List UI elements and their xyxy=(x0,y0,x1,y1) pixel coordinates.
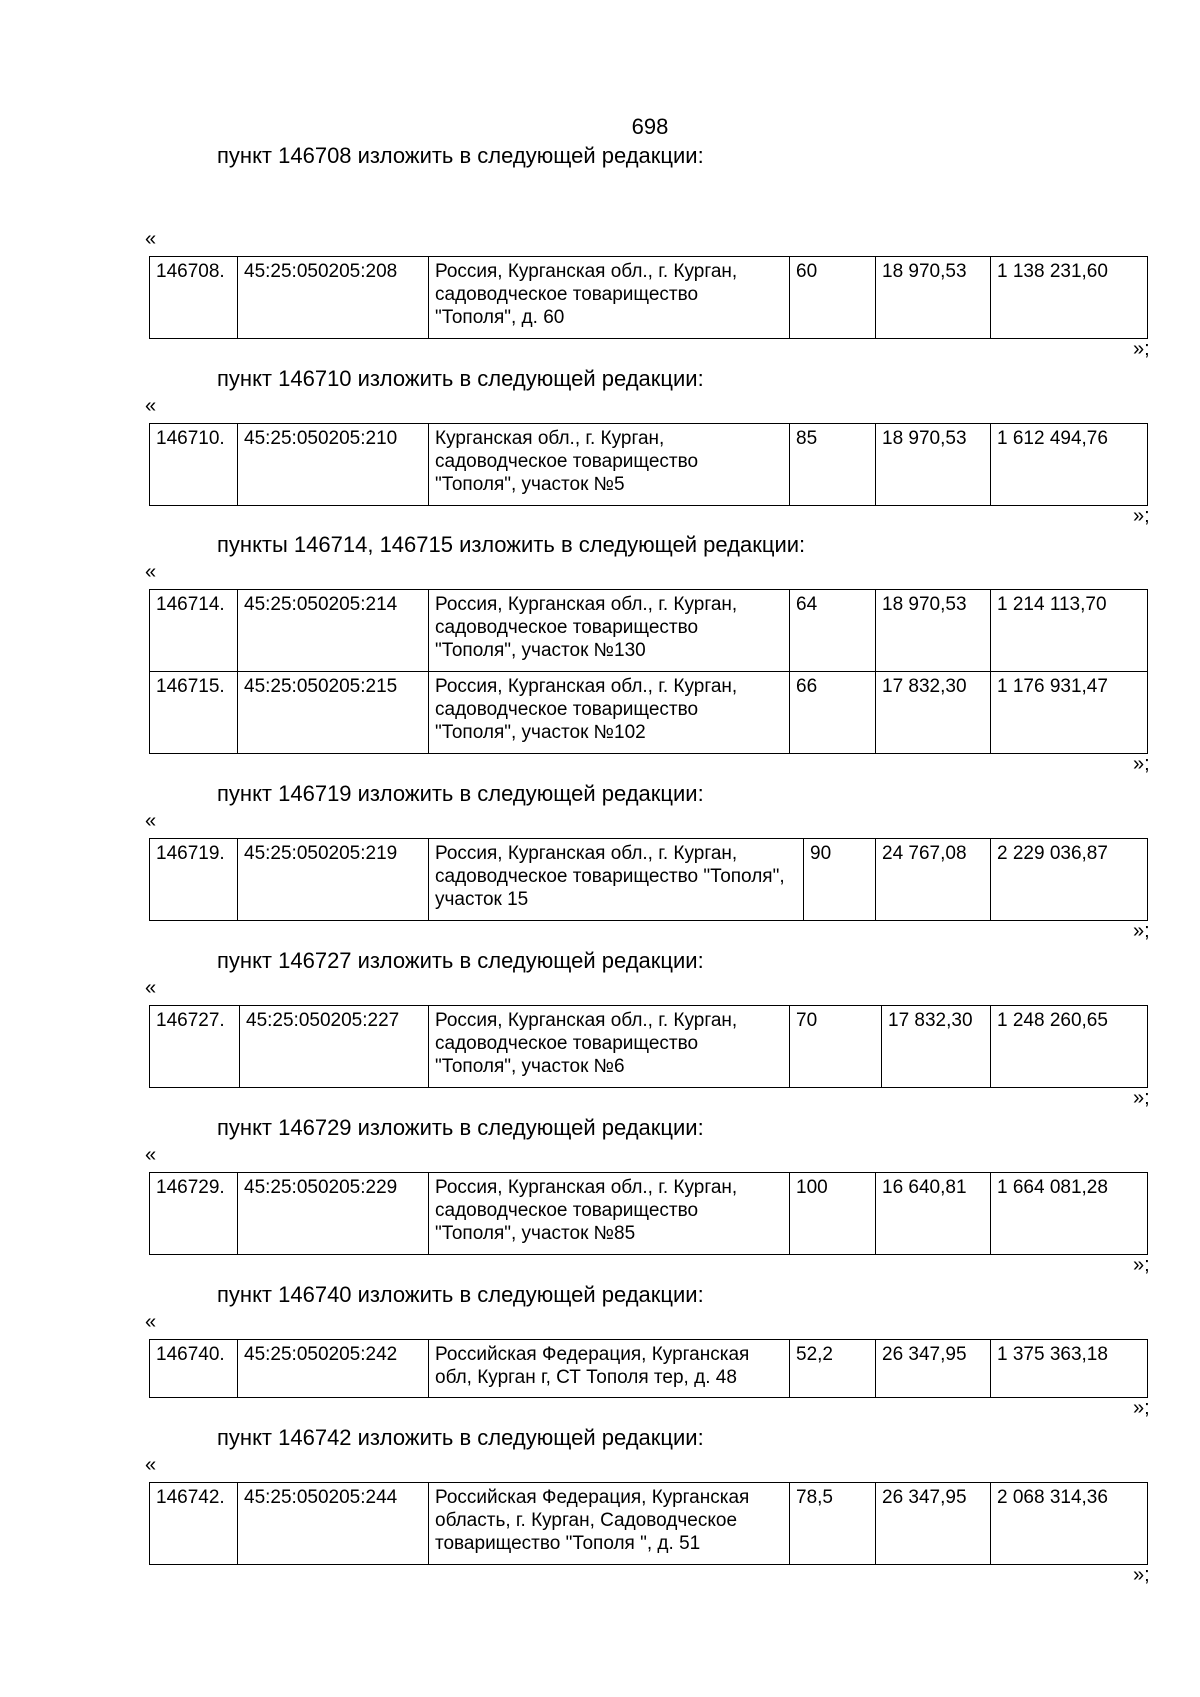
cadastral-number-cell: 45:25:050205:229 xyxy=(238,1173,429,1255)
opening-quote: « xyxy=(145,1144,157,1166)
opening-quote: « xyxy=(145,228,157,250)
item-number-cell: 146710. xyxy=(150,424,238,506)
opening-quote: « xyxy=(145,1454,157,1476)
cadastral-rate-cell: 17 832,30 xyxy=(876,672,991,754)
area-cell: 64 xyxy=(790,590,876,672)
item-number-cell: 146714. xyxy=(150,590,238,672)
closing-quote: »; xyxy=(1133,920,1150,942)
opening-quote: « xyxy=(145,810,157,832)
area-cell: 70 xyxy=(790,1006,882,1088)
table-row xyxy=(150,1340,1148,1398)
cadastral-rate-cell: 24 767,08 xyxy=(876,839,991,921)
table-row xyxy=(150,1483,1148,1565)
opening-quote: « xyxy=(145,395,157,417)
address-cell: Россия, Курганская обл., г. Курган, садоводческое товарищество "Тополя", участок №6 xyxy=(429,1006,790,1088)
table-row xyxy=(150,672,1148,754)
cadastral-rate-cell: 26 347,95 xyxy=(876,1483,991,1565)
cadastral-value-cell: 1 138 231,60 xyxy=(991,257,1148,339)
amendment-heading: пункт 146727 изложить в следующей редакции: xyxy=(217,948,704,973)
area-cell: 90 xyxy=(804,839,876,921)
cadastral-value-cell: 1 176 931,47 xyxy=(991,672,1148,754)
opening-quote: « xyxy=(145,1311,157,1333)
address-cell: Курганская обл., г. Курган, садоводческое товарищество "Тополя", участок №5 xyxy=(429,424,790,506)
cadastral-rate-cell: 18 970,53 xyxy=(876,590,991,672)
table-row xyxy=(150,1006,1148,1088)
item-number-cell: 146719. xyxy=(150,839,238,921)
cadastral-value-cell: 1 612 494,76 xyxy=(991,424,1148,506)
address-cell: Российская Федерация, Курганская обл, Курган г, СТ Тополя тер, д. 48 xyxy=(429,1340,790,1398)
address-cell: Россия, Курганская обл., г. Курган, садоводческое товарищество "Тополя", участок №102 xyxy=(429,672,790,754)
cadastral-rate-cell: 18 970,53 xyxy=(876,257,991,339)
amendment-heading: пункт 146710 изложить в следующей редакции: xyxy=(217,366,704,391)
cadastral-number-cell: 45:25:050205:219 xyxy=(238,839,429,921)
area-cell: 66 xyxy=(790,672,876,754)
cadastral-value-cell: 2 229 036,87 xyxy=(991,839,1148,921)
land-plot-table xyxy=(149,1172,1148,1255)
table-row xyxy=(150,590,1148,672)
cadastral-number-cell: 45:25:050205:208 xyxy=(238,257,429,339)
cadastral-value-cell: 1 375 363,18 xyxy=(991,1340,1148,1398)
land-plot-table xyxy=(149,589,1148,754)
land-plot-table xyxy=(149,1339,1148,1398)
opening-quote: « xyxy=(145,561,157,583)
table-row xyxy=(150,257,1148,339)
address-cell: Российская Федерация, Курганская область, г. Курган, Садоводческое товарищество "Тополя ", д. 51 xyxy=(429,1483,790,1565)
cadastral-value-cell: 1 248 260,65 xyxy=(991,1006,1148,1088)
closing-quote: »; xyxy=(1133,1087,1150,1109)
address-cell: Россия, Курганская обл., г. Курган, садоводческое товарищество "Тополя", участок №85 xyxy=(429,1173,790,1255)
area-cell: 100 xyxy=(790,1173,876,1255)
land-plot-table xyxy=(149,1005,1148,1088)
table-row xyxy=(150,1173,1148,1255)
land-plot-table xyxy=(149,1482,1148,1565)
area-cell: 52,2 xyxy=(790,1340,876,1398)
area-cell: 85 xyxy=(790,424,876,506)
opening-quote: « xyxy=(145,977,157,999)
closing-quote: »; xyxy=(1133,1254,1150,1276)
cadastral-number-cell: 45:25:050205:227 xyxy=(240,1006,429,1088)
amendment-heading: пункт 146740 изложить в следующей редакции: xyxy=(217,1282,704,1307)
area-cell: 78,5 xyxy=(790,1483,876,1565)
table-row xyxy=(150,424,1148,506)
closing-quote: »; xyxy=(1133,505,1150,527)
closing-quote: »; xyxy=(1133,1397,1150,1419)
cadastral-value-cell: 2 068 314,36 xyxy=(991,1483,1148,1565)
item-number-cell: 146715. xyxy=(150,672,238,754)
cadastral-number-cell: 45:25:050205:214 xyxy=(238,590,429,672)
item-number-cell: 146740. xyxy=(150,1340,238,1398)
table-row xyxy=(150,839,1148,921)
amendment-heading: пункт 146729 изложить в следующей редакции: xyxy=(217,1115,704,1140)
item-number-cell: 146729. xyxy=(150,1173,238,1255)
address-cell: Россия, Курганская обл., г. Курган, садоводческое товарищество "Тополя", участок №130 xyxy=(429,590,790,672)
amendment-heading: пункт 146742 изложить в следующей редакции: xyxy=(217,1425,704,1450)
closing-quote: »; xyxy=(1133,338,1150,360)
cadastral-rate-cell: 26 347,95 xyxy=(876,1340,991,1398)
page-number: 698 xyxy=(631,114,669,139)
amendment-heading: пункт 146719 изложить в следующей редакции: xyxy=(217,781,704,806)
land-plot-table xyxy=(149,838,1148,921)
closing-quote: »; xyxy=(1133,1564,1150,1586)
item-number-cell: 146727. xyxy=(150,1006,240,1088)
cadastral-number-cell: 45:25:050205:215 xyxy=(238,672,429,754)
closing-quote: »; xyxy=(1133,753,1150,775)
item-number-cell: 146742. xyxy=(150,1483,238,1565)
cadastral-rate-cell: 17 832,30 xyxy=(882,1006,991,1088)
land-plot-table xyxy=(149,256,1148,339)
amendment-heading: пункт 146708 изложить в следующей редакции: xyxy=(217,143,704,168)
cadastral-number-cell: 45:25:050205:244 xyxy=(238,1483,429,1565)
cadastral-number-cell: 45:25:050205:242 xyxy=(238,1340,429,1398)
cadastral-number-cell: 45:25:050205:210 xyxy=(238,424,429,506)
area-cell: 60 xyxy=(790,257,876,339)
item-number-cell: 146708. xyxy=(150,257,238,339)
cadastral-rate-cell: 18 970,53 xyxy=(876,424,991,506)
land-plot-table xyxy=(149,423,1148,506)
cadastral-rate-cell: 16 640,81 xyxy=(876,1173,991,1255)
address-cell: Россия, Курганская обл., г. Курган, садоводческое товарищество "Тополя", д. 60 xyxy=(429,257,790,339)
address-cell: Россия, Курганская обл., г. Курган, садоводческое товарищество "Тополя", участок 15 xyxy=(429,839,804,921)
cadastral-value-cell: 1 214 113,70 xyxy=(991,590,1148,672)
cadastral-value-cell: 1 664 081,28 xyxy=(991,1173,1148,1255)
amendment-heading: пункты 146714, 146715 изложить в следующей редакции: xyxy=(217,532,806,557)
